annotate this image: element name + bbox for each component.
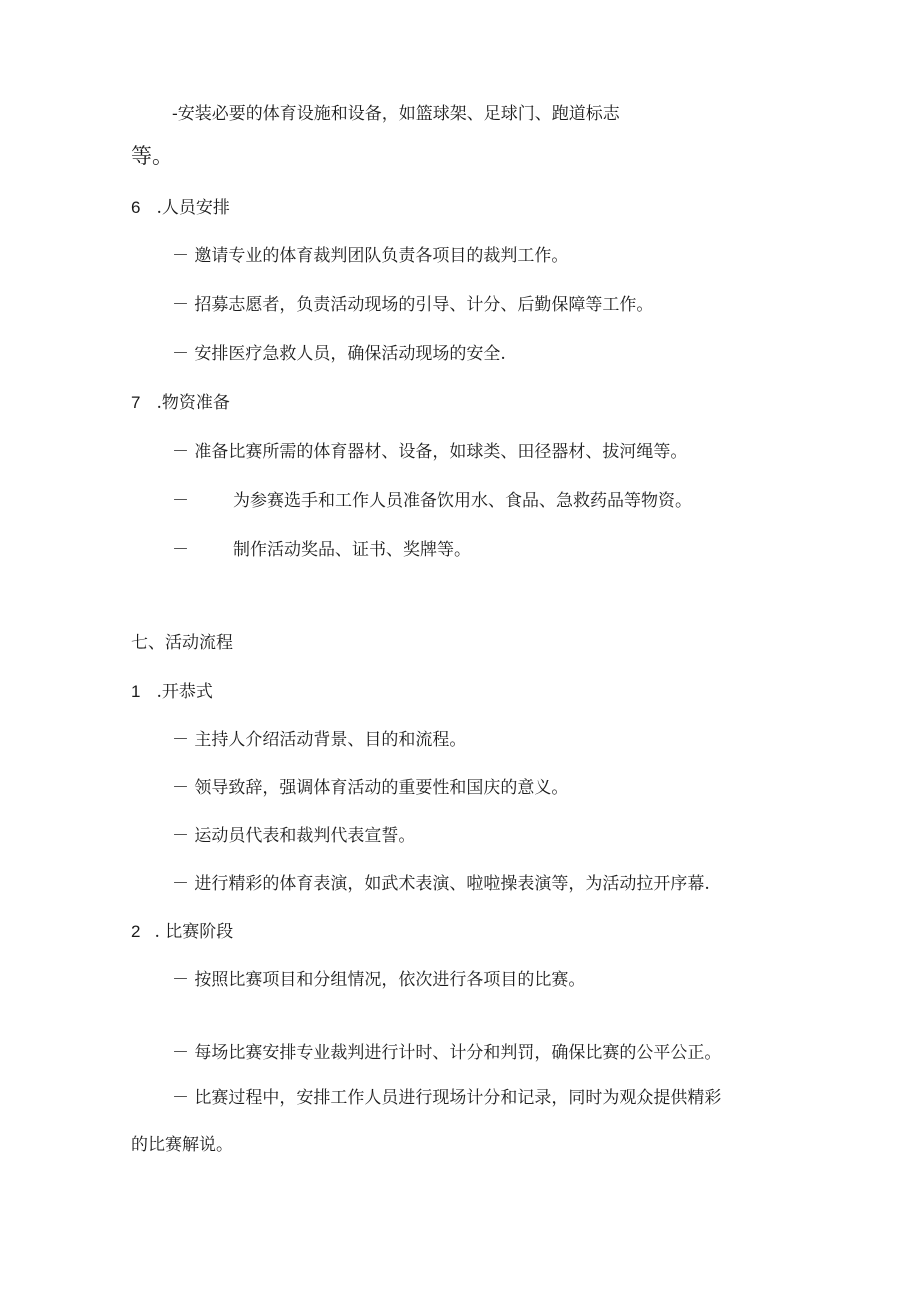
heading-text: . 比赛阶段 bbox=[154, 922, 234, 942]
heading-number: 7 bbox=[131, 393, 141, 412]
list-item: － 招募志愿者，负责活动现场的引导、计分、后勤保障等工作。 bbox=[172, 295, 654, 315]
list-item: 制作活动奖品、证书、奖牌等。 bbox=[233, 540, 471, 560]
list-item: － 每场比赛安排专业裁判进行计时、计分和判罚，确保比赛的公平公正。 bbox=[172, 1043, 722, 1063]
list-item-dash: － bbox=[172, 491, 189, 511]
heading-number: 6 bbox=[131, 198, 141, 217]
paragraph-line: -安装必要的体育设施和设备，如篮球架、足球门、跑道标志 bbox=[172, 104, 620, 124]
chapter-heading: 七、活动流程 bbox=[131, 633, 233, 653]
list-item: － 安排医疗急救人员，确保活动现场的安全. bbox=[172, 344, 506, 364]
heading-text: .人员安排 bbox=[156, 198, 230, 218]
list-item: － 领导致辞，强调体育活动的重要性和国庆的意义。 bbox=[172, 778, 569, 798]
section-heading-7 bbox=[131, 392, 230, 414]
heading-text: .物资准备 bbox=[156, 393, 230, 413]
list-item: － 按照比赛项目和分组情况，依次进行各项目的比赛。 bbox=[172, 970, 586, 990]
list-item: － 主持人介绍活动背景、目的和流程。 bbox=[172, 730, 467, 750]
list-item: － 进行精彩的体育表演，如武术表演、啦啦操表演等，为活动拉开序幕. bbox=[172, 874, 710, 894]
subsection-heading-2 bbox=[131, 921, 233, 943]
list-item: － 准备比赛所需的体育器材、设备，如球类、田径器材、拔河绳等。 bbox=[172, 442, 688, 462]
list-item-continuation: 的比赛解说。 bbox=[131, 1135, 233, 1155]
list-item-dash: － bbox=[172, 540, 189, 560]
list-item: － 比赛过程中，安排工作人员进行现场计分和记录，同时为观众提供精彩 bbox=[172, 1088, 722, 1108]
list-item: － 运动员代表和裁判代表宣誓。 bbox=[172, 826, 416, 846]
list-item: － 邀请专业的体育裁判团队负责各项目的裁判工作。 bbox=[172, 246, 569, 266]
section-heading-6 bbox=[131, 197, 230, 219]
paragraph-line: 等。 bbox=[131, 144, 173, 168]
list-item: 为参赛选手和工作人员准备饮用水、食品、急救药品等物资。 bbox=[233, 491, 692, 511]
heading-number: 2 bbox=[131, 922, 141, 941]
subsection-heading-1 bbox=[131, 681, 213, 703]
heading-number: 1 bbox=[131, 682, 141, 701]
heading-text: .开恭式 bbox=[156, 682, 213, 702]
